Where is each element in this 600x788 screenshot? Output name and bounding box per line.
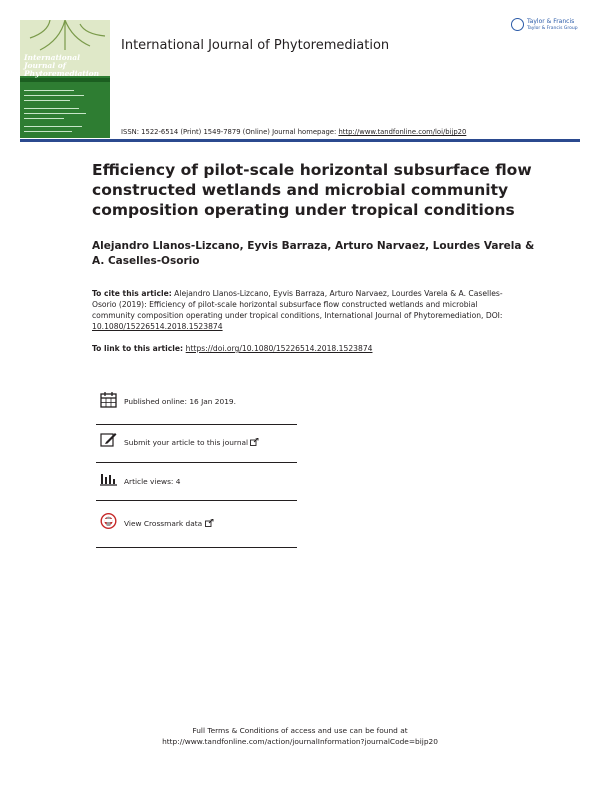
calendar-icon <box>100 391 117 408</box>
cover-band <box>20 78 110 82</box>
published-online-row <box>96 387 297 425</box>
article-title: Efficiency of pilot-scale horizontal subsurface flow constructed wetlands and microbial community composition operating under tropical conditions <box>92 161 532 219</box>
submit-article-link[interactable]: Submit your article to this journal <box>124 438 249 447</box>
publisher-logo[interactable] <box>511 18 585 32</box>
journal-cover-image <box>20 20 110 138</box>
crossmark-link[interactable]: View Crossmark data <box>124 519 203 528</box>
footer <box>0 725 600 747</box>
article-link-line <box>92 344 372 353</box>
issn-text: ISSN: 1522-6514 (Print) 1549-7879 (Online) Journal homepage: <box>121 128 339 136</box>
article-link-label: To link to this article: <box>92 344 186 353</box>
journal-title: International Journal of Phytoremediation <box>121 38 390 53</box>
external-link-icon <box>205 519 214 527</box>
publisher-group: Taylor & Francis Group <box>527 26 578 31</box>
article-authors: Alejandro Llanos-Lizcano, Eyvis Barraza, Arturo Narvaez, Lourdes Varela & A. Caselles-Osorio <box>92 240 535 267</box>
citation-label: To cite this article: <box>92 289 172 298</box>
row-divider <box>96 547 297 548</box>
footer-terms-text: Full Terms & Conditions of access and use can be found at <box>192 726 408 735</box>
cover-text-line <box>24 131 72 132</box>
cover-text-line <box>24 108 79 109</box>
article-views-text: Article views: 4 <box>124 477 181 486</box>
cover-text-line <box>24 113 86 114</box>
edit-icon <box>100 432 117 447</box>
cover-text-line <box>24 90 74 91</box>
cover-text-line <box>24 126 82 127</box>
citation-block <box>92 288 512 332</box>
cover-text-line <box>24 95 84 96</box>
article-doi-url-link[interactable]: https://doi.org/10.1080/15226514.2018.1523874 <box>185 344 373 353</box>
submit-article-row[interactable] <box>96 425 297 463</box>
publisher-logo-icon <box>511 18 524 31</box>
doi-link[interactable]: 10.1080/15226514.2018.1523874 <box>92 322 223 331</box>
citation-text: Alejandro Llanos-Lizcano, Eyvis Barraza, Arturo Narvaez, Lourdes Varela & A. Caselles-Osorio (2019): Efficiency of pilot-scale horizontal subsurface flow constructed wetlands and microbial community composition operating under tropical conditions, International Journal of Phytoremediation, DOI: <box>92 289 503 320</box>
footer-journal-info-link[interactable]: http://www.tandfonline.com/action/journalInformation?journalCode=bijp20 <box>162 737 438 746</box>
bar-chart-icon <box>100 472 117 486</box>
external-link-icon <box>250 438 259 446</box>
journal-homepage-link[interactable]: http://www.tandfonline.com/loi/bijp20 <box>338 128 467 136</box>
published-online-text: Published online: 16 Jan 2019. <box>124 397 236 406</box>
publisher-name: Taylor & Francis <box>527 18 575 25</box>
cover-text-line <box>24 100 70 101</box>
cover-title: International Journal of Phytoremediation <box>24 53 100 78</box>
issn-line <box>121 128 466 136</box>
crossmark-row[interactable] <box>96 500 297 548</box>
article-views-row <box>96 463 297 501</box>
header-divider <box>20 139 580 142</box>
crossmark-icon <box>100 513 117 531</box>
cover-text-line <box>24 118 64 119</box>
